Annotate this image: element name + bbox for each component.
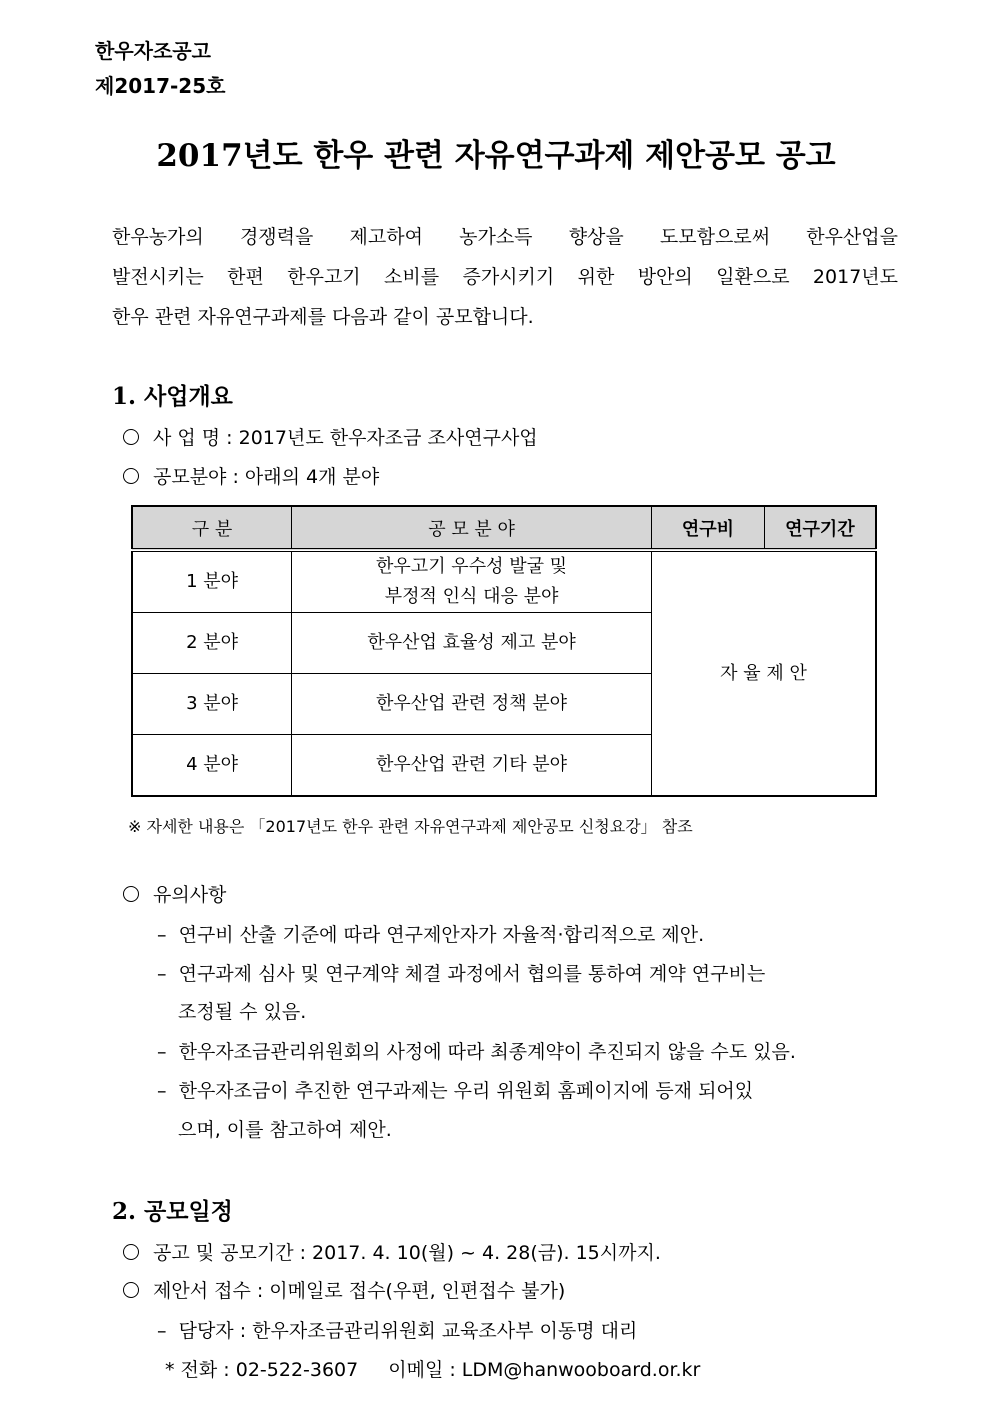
col-division: 구 분 xyxy=(132,506,292,550)
section-1-heading: 1. 사업개요 xyxy=(112,383,233,410)
division-cell: 2 분야 xyxy=(132,613,292,674)
email-text: 이메일 : LDM@hanwooboard.or.kr xyxy=(388,1359,701,1381)
col-period: 연구기간 xyxy=(764,506,876,550)
intro-line-1: 한우농가의 경쟁력을 제고하여 농가소득 향상을 도모함으로써 한우산업을 xyxy=(112,226,898,248)
division-cell: 4 분야 xyxy=(132,735,292,797)
period-item: 공고 및 공모기간 : 2017. 4. 10(월) ~ 4. 28(금). 15시까지. xyxy=(123,1238,661,1265)
table-row xyxy=(132,550,876,613)
field-item: 공모분야 : 아래의 4개 분야 xyxy=(123,462,379,489)
notice-number: 제2017-25호 xyxy=(95,74,226,98)
col-budget: 연구비 xyxy=(652,506,765,550)
note-item: – 한우자조금이 추진한 연구과제는 우리 위원회 홈페이지에 등재 되어있 xyxy=(157,1080,754,1102)
note-item-continued: 으며, 이를 참고하여 제안. xyxy=(178,1119,392,1141)
merged-budget-period-cell: 자 율 제 안 xyxy=(652,550,876,796)
note-item: – 한우자조금관리위원회의 사정에 따라 최종계약이 추진되지 않을 수도 있음. xyxy=(157,1041,796,1063)
submission-item: 제안서 접수 : 이메일로 접수(우편, 인편접수 불가) xyxy=(123,1276,565,1303)
notice-org: 한우자조공고 xyxy=(95,39,211,63)
circle-bullet-icon xyxy=(123,886,139,902)
circle-bullet-icon xyxy=(123,468,139,484)
section-2-heading: 2. 공모일정 xyxy=(112,1198,233,1225)
intro-line-2: 발전시키는 한편 한우고기 소비를 증가시키기 위한 방안의 일환으로 2017년도 xyxy=(112,266,898,288)
phone-text: * 전화 : 02-522-3607 xyxy=(165,1359,359,1381)
note-item: – 연구과제 심사 및 연구계약 체결 과정에서 협의를 통하여 계약 연구비는 xyxy=(157,963,766,985)
business-name-item: 사 업 명 : 2017년도 한우자조금 조사연구사업 xyxy=(123,423,538,450)
col-field: 공 모 분 야 xyxy=(292,506,652,550)
intro-line-3: 한우 관련 자유연구과제를 다음과 같이 공모합니다. xyxy=(112,306,534,328)
note-item: – 연구비 산출 기준에 따라 연구제안자가 자율적·합리적으로 제안. xyxy=(157,924,705,946)
table-footnote: ※ 자세한 내용은 「2017년도 한우 관련 자유연구과제 제안공모 신청요강」 참조 xyxy=(128,817,693,836)
contact-item: – 담당자 : 한우자조금관리위원회 교육조사부 이동명 대리 xyxy=(157,1320,638,1342)
circle-bullet-icon xyxy=(123,429,139,445)
note-item-continued: 조정될 수 있음. xyxy=(178,1001,307,1023)
notes-heading: 유의사항 xyxy=(123,880,226,907)
circle-bullet-icon xyxy=(123,1282,139,1298)
field-cell: 한우산업 효율성 제고 분야 xyxy=(292,613,652,674)
field-cell: 한우산업 관련 기타 분야 xyxy=(292,735,652,797)
fields-table xyxy=(131,505,877,797)
field-cell: 한우고기 우수성 발굴 및 부정적 인식 대응 분야 xyxy=(292,550,652,613)
field-cell: 한우산업 관련 정책 분야 xyxy=(292,674,652,735)
division-cell: 3 분야 xyxy=(132,674,292,735)
division-cell: 1 분야 xyxy=(132,550,292,613)
contact-phone-email xyxy=(165,1355,700,1382)
table-header-row xyxy=(132,506,876,550)
circle-bullet-icon xyxy=(123,1244,139,1260)
page-title: 2017년도 한우 관련 자유연구과제 제안공모 공고 xyxy=(156,138,836,174)
